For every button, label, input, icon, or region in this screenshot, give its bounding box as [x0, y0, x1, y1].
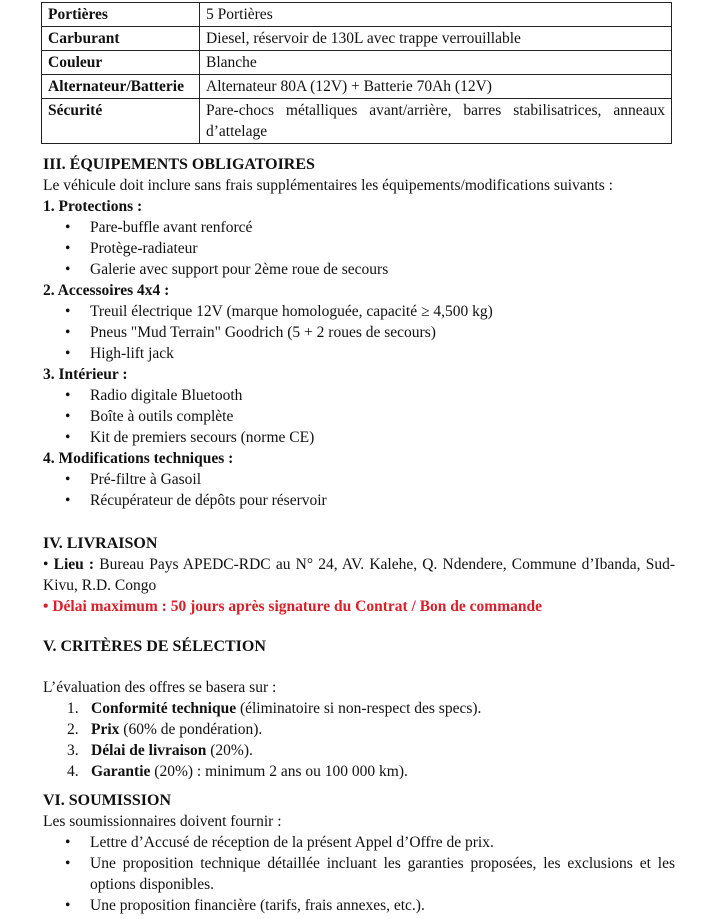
list-item: • Galerie avec support pour 2ème roue de secours — [43, 259, 388, 280]
list-item: • Une proposition financière (tarifs, frais annexes, etc.). — [43, 895, 675, 916]
item-number: 1. — [67, 700, 79, 717]
criterion-detail: (éliminatoire si non-respect des specs). — [236, 700, 482, 717]
delivery-deadline: • Délai maximum : 50 jours après signature du Contrat / Bon de commande — [43, 598, 542, 615]
location-label: Lieu : — [53, 556, 95, 573]
spec-value: Blanche — [200, 51, 672, 75]
list-item: • Kit de premiers secours (norme CE) — [43, 427, 314, 448]
section-4-title: IV. LIVRAISON — [43, 535, 158, 552]
criterion-detail: (20%) : minimum 2 ans ou 100 000 km). — [150, 763, 408, 780]
spec-value: 5 Portières — [200, 3, 672, 27]
list-item: • Radio digitale Bluetooth — [43, 385, 314, 406]
list-item: • Boîte à outils complète — [43, 406, 314, 427]
table-row — [42, 3, 672, 27]
list-item: • Pneus "Mud Terrain" Goodrich (5 + 2 roues de secours) — [43, 322, 493, 343]
list-item: • High-lift jack — [43, 343, 493, 364]
list-item: • Pré-filtre à Gasoil — [43, 469, 327, 490]
bullet-list — [43, 385, 314, 448]
section-6-intro: Les soumissionnaires doivent fournir : — [43, 813, 282, 830]
criteria-list — [43, 698, 481, 782]
section-3-intro: Le véhicule doit inclure sans frais supplémentaires les équipements/modifications suivants : — [43, 177, 613, 194]
group-title: 3. Intérieur : — [43, 366, 128, 383]
list-item: • Une proposition technique détaillée incluant les garanties proposées, les exclusions et les options disponibles. — [43, 853, 675, 895]
spec-key: Carburant — [42, 27, 200, 51]
table-row — [42, 75, 672, 99]
list-item — [43, 761, 481, 782]
bullet-list — [43, 301, 493, 364]
list-item — [43, 740, 481, 761]
bullet-list — [43, 832, 675, 916]
item-number: 2. — [67, 721, 79, 738]
section-6-title: VI. SOUMISSION — [43, 792, 172, 809]
spec-value: Pare-chocs métalliques avant/arrière, barres stabilisatrices, anneaux d’attelage — [200, 99, 672, 144]
specs-table — [41, 2, 672, 144]
spec-value: Alternateur 80A (12V) + Batterie 70Ah (12V) — [200, 75, 672, 99]
group-title: 2. Accessoires 4x4 : — [43, 282, 170, 299]
list-item — [43, 719, 481, 740]
criterion-name: Garantie — [91, 763, 151, 780]
spec-key: Couleur — [42, 51, 200, 75]
location-text: Bureau Pays APEDC-RDC au N° 24, AV. Kalehe, Q. Ndendere, Commune d’Ibanda, Sud-Kivu, R.D. Congo — [43, 556, 675, 594]
criterion-name: Conformité technique — [91, 700, 237, 717]
item-number: 3. — [67, 742, 79, 759]
section-3-title: III. ÉQUIPEMENTS OBLIGATOIRES — [43, 156, 315, 173]
group-title: 4. Modifications techniques : — [43, 450, 234, 467]
table-row — [42, 27, 672, 51]
delivery-location: • Lieu : Bureau Pays APEDC-RDC au N° 24, AV. Kalehe, Q. Ndendere, Commune d’Ibanda, Sud-Kivu, R.D. Congo — [43, 556, 675, 594]
spec-key: Alternateur/Batterie — [42, 75, 200, 99]
criterion-name: Prix — [91, 721, 120, 738]
item-number: 4. — [67, 763, 79, 780]
table-row — [42, 99, 672, 144]
criterion-detail: (20%). — [206, 742, 253, 759]
list-item: • Protège-radiateur — [43, 238, 388, 259]
list-item: • Lettre d’Accusé de réception de la présent Appel d’Offre de prix. — [43, 832, 675, 853]
criterion-detail: (60% de pondération). — [119, 721, 263, 738]
section-5-intro: L’évaluation des offres se basera sur : — [43, 679, 277, 696]
criterion-name: Délai de livraison — [91, 742, 207, 759]
deadline-text: Délai maximum : 50 jours après signature du Contrat / Bon de commande — [52, 598, 542, 615]
list-item: • Récupérateur de dépôts pour réservoir — [43, 490, 327, 511]
bullet-list — [43, 469, 327, 511]
list-item: • Treuil électrique 12V (marque homologuée, capacité ≥ 4,500 kg) — [43, 301, 493, 322]
spec-key: Sécurité — [42, 99, 200, 144]
spec-value: Diesel, réservoir de 130L avec trappe verrouillable — [200, 27, 672, 51]
section-5-title: V. CRITÈRES DE SÉLECTION — [43, 638, 266, 655]
group-title: 1. Protections : — [43, 198, 143, 215]
list-item — [43, 698, 481, 719]
spec-key: Portières — [42, 3, 200, 27]
bullet-list — [43, 217, 388, 280]
list-item: • Pare-buffle avant renforcé — [43, 217, 388, 238]
table-row — [42, 51, 672, 75]
